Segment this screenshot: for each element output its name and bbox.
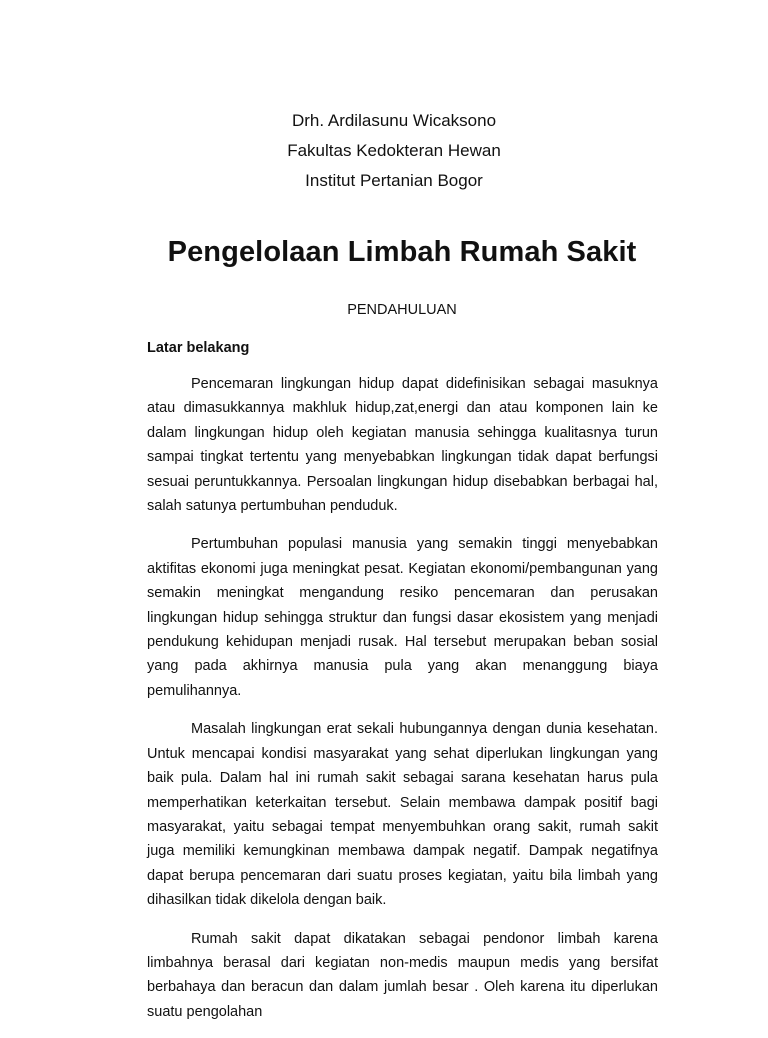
author-name: Drh. Ardilasunu Wicaksono (291, 111, 497, 130)
author-institution: Institut Pertanian Bogor (305, 171, 483, 190)
author-faculty: Fakultas Kedokteran Hewan (287, 141, 501, 160)
section-heading: PENDAHULUAN (347, 302, 457, 318)
paragraph-3: Masalah lingkungan erat sekali hubungannya dengan dunia kesehatan. Untuk mencapai kondisi masyarakat yang sehat diperlukan lingkungan yang baik pula. Dalam hal ini rumah sakit sebagai sarana kesehatan harus pula memperhatikan keterkaitan tersebut. Selain membawa dampak positif bagi masyarakat, yaitu sebagai tempat menyembuhkan orang sakit, rumah sakit juga memiliki kemungkinan membawa dampak negatif. Dampak negatifnya dapat berupa pencemaran dari suatu proses kegiatan, yaitu bila limbah yang dihasilkan tidak dikelola dengan baik. (147, 721, 658, 909)
paragraph-4: Rumah sakit dapat dikatakan sebagai pendonor limbah karena limbahnya berasal dari kegiatan non-medis maupun medis yang bersifat berbahaya dan beracun dan dalam jumlah besar . Oleh karena itu diperlukan suatu pengolahan (147, 930, 658, 1020)
paragraph-1: Pencemaran lingkungan hidup dapat didefinisikan sebagai masuknya atau dimasukkannya makhluk hidup,zat,energi dan atau komponen lain ke dalam lingkungan hidup oleh kegiatan manusia sehingga kualitasnya turun sampai tingkat tertentu yang menyebabkan lingkungan tidak dapat berfungsi sesuai peruntukkannya. Persoalan lingkungan hidup disebabkan berbagai hal, salah satunya pertumbuhan penduduk. (147, 376, 658, 515)
body-text (147, 372, 658, 1038)
document-title: Pengelolaan Limbah Rumah Sakit (167, 236, 637, 268)
subheading: Latar belakang (147, 340, 250, 356)
author-block (0, 106, 768, 196)
paragraph-2: Pertumbuhan populasi manusia yang semakin tinggi menyebabkan aktifitas ekonomi juga meningkat pesat. Kegiatan ekonomi/pembangunan yang semakin meningkat mengandung resiko pencemaran dan perusakan lingkungan hidup sehingga struktur dan fungsi dasar ekosistem yang menjadi pendukung kehidupan menjadi rusak. Hal tersebut merupakan beban sosial yang pada akhirnya manusia pula yang akan menanggung biaya pemulihannya. (147, 536, 658, 699)
